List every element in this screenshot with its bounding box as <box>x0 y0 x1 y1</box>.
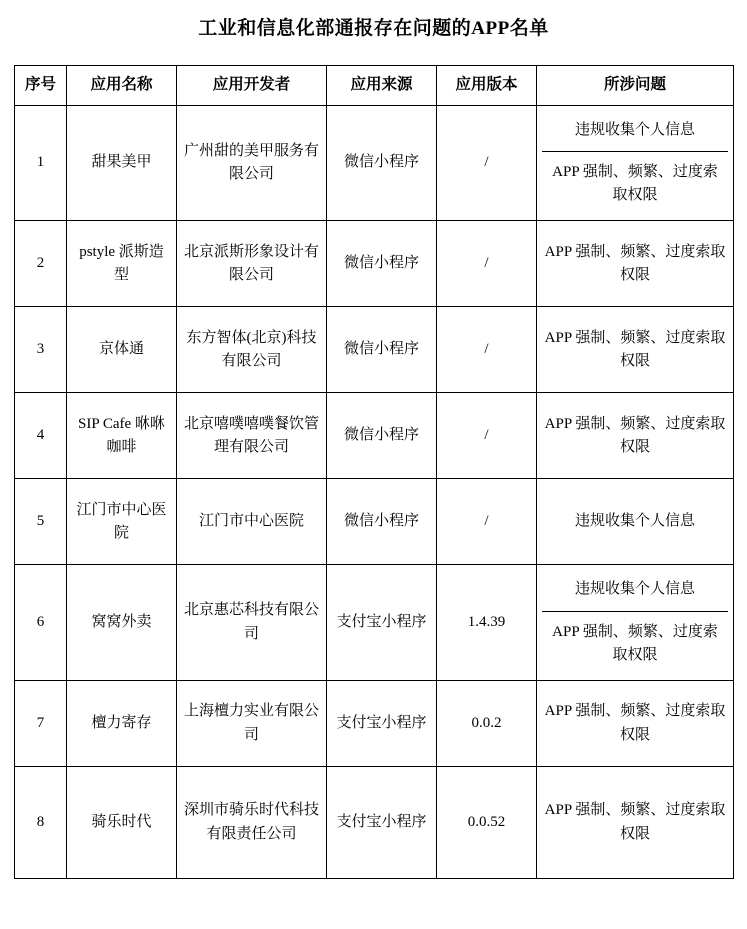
cell-source: 微信小程序 <box>327 221 437 307</box>
table-header-row <box>15 65 734 105</box>
cell-no: 2 <box>15 221 67 307</box>
cell-source: 微信小程序 <box>327 307 437 393</box>
issue-item: 违规收集个人信息 <box>574 581 695 598</box>
cell-version: / <box>437 221 537 307</box>
table-row <box>15 479 734 565</box>
cell-issues: 违规收集个人信息 <box>537 479 734 565</box>
cell-source: 支付宝小程序 <box>327 681 437 767</box>
cell-source: 微信小程序 <box>327 479 437 565</box>
cell-app-name: SIP Cafe 咻咻咖啡 <box>67 393 177 479</box>
cell-no: 6 <box>15 565 67 681</box>
column-header-no: 序号 <box>15 65 67 105</box>
column-header-developer: 应用开发者 <box>177 65 327 105</box>
cell-issues: APP 强制、频繁、过度索取权限 <box>537 221 734 307</box>
cell-no: 5 <box>15 479 67 565</box>
cell-version: / <box>437 479 537 565</box>
document-page <box>0 16 747 879</box>
app-list-table <box>14 65 734 880</box>
cell-version: / <box>437 307 537 393</box>
cell-issues: APP 强制、频繁、过度索取权限 <box>537 307 734 393</box>
column-header-name: 应用名称 <box>67 65 177 105</box>
cell-app-name: 江门市中心医院 <box>67 479 177 565</box>
table-container <box>0 65 747 880</box>
cell-no: 1 <box>15 105 67 221</box>
issue-item: 违规收集个人信息 <box>574 121 695 138</box>
cell-source: 微信小程序 <box>327 105 437 221</box>
cell-version: / <box>437 393 537 479</box>
cell-issues: APP 强制、频繁、过度索取权限 <box>537 393 734 479</box>
cell-issues <box>537 565 734 681</box>
cell-version: 0.0.52 <box>437 767 537 879</box>
cell-developer: 北京派斯形象设计有限公司 <box>177 221 327 307</box>
cell-issues: APP 强制、频繁、过度索取权限 <box>537 767 734 879</box>
cell-developer: 深圳市骑乐时代科技有限责任公司 <box>177 767 327 879</box>
cell-app-name: 甜果美甲 <box>67 105 177 221</box>
cell-app-name: 骑乐时代 <box>67 767 177 879</box>
table-body <box>15 105 734 879</box>
cell-no: 7 <box>15 681 67 767</box>
cell-no: 8 <box>15 767 67 879</box>
cell-version: 1.4.39 <box>437 565 537 681</box>
table-row <box>15 681 734 767</box>
cell-version: / <box>437 105 537 221</box>
cell-issues <box>537 105 734 221</box>
issue-item: APP 强制、频繁、过度索取权限 <box>542 611 728 677</box>
page-title: 工业和信息化部通报存在问题的APP名单 <box>198 18 549 39</box>
issue-item: APP 强制、频繁、过度索取权限 <box>542 151 728 217</box>
column-header-version: 应用版本 <box>437 65 537 105</box>
cell-developer: 北京惠芯科技有限公司 <box>177 565 327 681</box>
cell-developer: 江门市中心医院 <box>177 479 327 565</box>
table-row <box>15 767 734 879</box>
table-row <box>15 105 734 221</box>
cell-source: 支付宝小程序 <box>327 565 437 681</box>
table-row <box>15 307 734 393</box>
cell-version: 0.0.2 <box>437 681 537 767</box>
cell-no: 4 <box>15 393 67 479</box>
table-row <box>15 565 734 681</box>
cell-issues: APP 强制、频繁、过度索取权限 <box>537 681 734 767</box>
cell-developer: 广州甜的美甲服务有限公司 <box>177 105 327 221</box>
cell-developer: 东方智体(北京)科技有限公司 <box>177 307 327 393</box>
cell-source: 支付宝小程序 <box>327 767 437 879</box>
cell-app-name: 京体通 <box>67 307 177 393</box>
cell-app-name: 窝窝外卖 <box>67 565 177 681</box>
cell-source: 微信小程序 <box>327 393 437 479</box>
column-header-source: 应用来源 <box>327 65 437 105</box>
cell-app-name: 檀力寄存 <box>67 681 177 767</box>
table-row <box>15 221 734 307</box>
table-row <box>15 393 734 479</box>
cell-app-name: pstyle 派斯造型 <box>67 221 177 307</box>
column-header-issue: 所涉问题 <box>537 65 734 105</box>
cell-developer: 北京嘻噗嘻噗餐饮管理有限公司 <box>177 393 327 479</box>
cell-no: 3 <box>15 307 67 393</box>
cell-developer: 上海檀力实业有限公司 <box>177 681 327 767</box>
table-header <box>15 65 734 105</box>
